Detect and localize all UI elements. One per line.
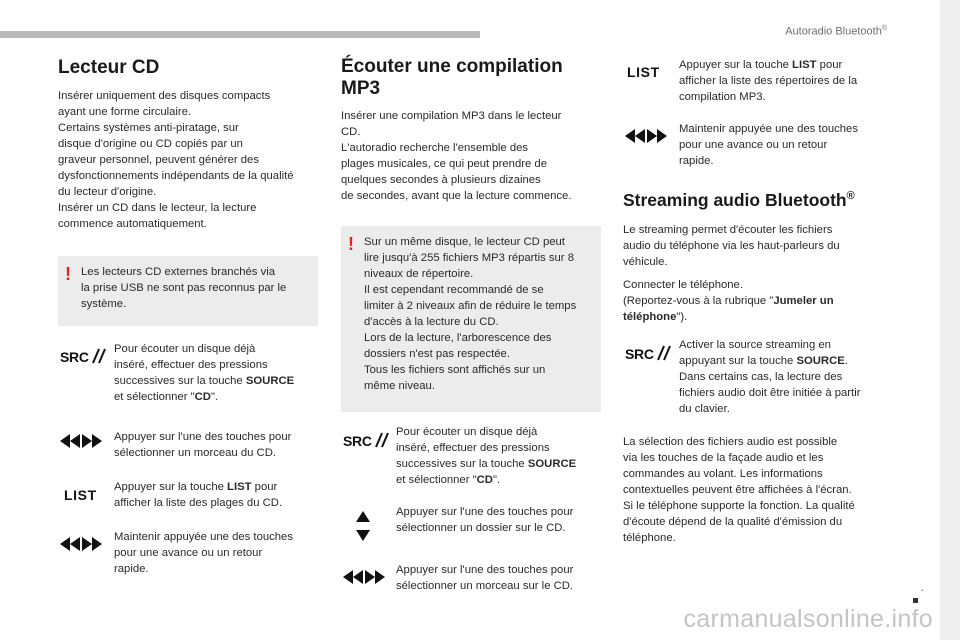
mp3-step-track: Appuyer sur l'une des touches pour sélectionner un morceau sur le CD. xyxy=(396,564,574,592)
streaming-step-source: Activer la source streaming en appuyant sur la touche SOURCE. Dans certains cas, la lecture des fichiers audio doit être initiée à partir du clavier. xyxy=(679,339,861,415)
mp3-step-source: Pour écouter un disque déjà inséré, effectuer des pressions successives sur la touche SOURCE et sélectionner "CD". xyxy=(396,426,577,486)
lecteur-step-source: Pour écouter un disque déjà inséré, effectuer des pressions successives sur la touche SOURCE et sélectionner "CD". xyxy=(114,343,295,403)
streaming-outro: La sélection des fichiers audio est possible via les touches de la façade audio et les commandes au volant. Les informations contextuelles peuvent être affichées à l'écran. Si le téléphone supporte la fonction. La qualité d'écoute dépend de la qualité d'émission du téléphone. xyxy=(623,436,855,544)
mp3-step-list: Appuyer sur la touche LIST pour afficher la liste des répertoires de la compilation MP3. xyxy=(679,59,858,103)
page-number: . xyxy=(920,580,924,594)
section-title-streaming: Streaming audio Bluetooth® xyxy=(623,190,855,210)
section-title-lecteur-cd: Lecteur CD xyxy=(58,57,160,78)
mp3-step-folder: Appuyer sur l'une des touches pour sélectionner un dossier sur le CD. xyxy=(396,506,574,534)
seek-arrows-icon xyxy=(343,570,385,584)
seek-arrows-icon xyxy=(625,129,667,143)
src-button-icon: SRC xyxy=(625,345,672,362)
seek-arrows-icon xyxy=(60,434,102,448)
streaming-intro: Le streaming permet d'écouter les fichiers audio du téléphone via les haut-parleurs du véhicule. xyxy=(623,224,840,268)
watermark: carmanualsonline.info xyxy=(683,605,933,633)
section-title-mp3: Écouter une compilation MP3 xyxy=(341,56,563,99)
lecteur-step-fast: Maintenir appuyée une des touches pour une avance ou un retour rapide. xyxy=(114,531,293,575)
mp3-intro: Insérer une compilation MP3 dans le lecteur CD. L'autoradio recherche l'ensemble des plages musicales, ce qui peut prendre de quelques secondes à plusieurs dizaines de secondes, avant que la lecture commence. xyxy=(341,110,572,202)
warning-note-text: Les lecteurs CD externes branchés via la prise USB ne sont pas reconnus par le système. xyxy=(81,266,287,310)
list-button-icon: LIST xyxy=(64,487,97,503)
page-marker xyxy=(913,598,918,603)
up-down-arrows-icon xyxy=(356,511,370,541)
header-bar xyxy=(0,31,480,38)
seek-arrows-icon xyxy=(60,537,102,551)
warning-note-mp3 xyxy=(341,226,601,412)
exclamation-icon: ! xyxy=(65,264,71,284)
lecteur-step-track: Appuyer sur l'une des touches pour sélectionner un morceau du CD. xyxy=(114,431,292,459)
streaming-connect: Connecter le téléphone. (Reportez-vous à la rubrique "Jumeler un téléphone"). xyxy=(623,279,834,323)
header-title: Autoradio Bluetooth® xyxy=(785,25,887,38)
page-edge xyxy=(940,0,960,640)
lecteur-step-list: Appuyer sur la touche LIST pour afficher la liste des plages du CD. xyxy=(114,481,283,509)
src-button-icon: SRC xyxy=(343,432,390,449)
lecteur-intro: Insérer uniquement des disques compacts ayant une forme circulaire. Certains systèmes anti-piratage, sur disque d'origine ou CD copiés par un graveur personnel, peuvent générer des dysfonctionnements indépendants de la qualité du lecteur d'origine. Insérer un CD dans le lecteur, la lecture commence automatiquement. xyxy=(58,90,294,230)
mp3-step-fast: Maintenir appuyée une des touches pour une avance ou un retour rapide. xyxy=(679,123,858,167)
exclamation-icon: ! xyxy=(348,234,354,254)
list-button-icon: LIST xyxy=(627,64,660,80)
src-button-icon: SRC xyxy=(60,348,107,365)
warning-note-text: Sur un même disque, le lecteur CD peut lire jusqu'à 255 fichiers MP3 répartis sur 8 niveaux de répertoire. Il est cependant recommandé de se limiter à 2 niveaux afin de réduire le temps d'accès à la lecture du CD. Lors de la lecture, l'arborescence des dossiers n'est pas respectée. Tous les fichiers sont affichés sur un même niveau. xyxy=(364,236,577,392)
warning-note-usb xyxy=(58,256,318,326)
